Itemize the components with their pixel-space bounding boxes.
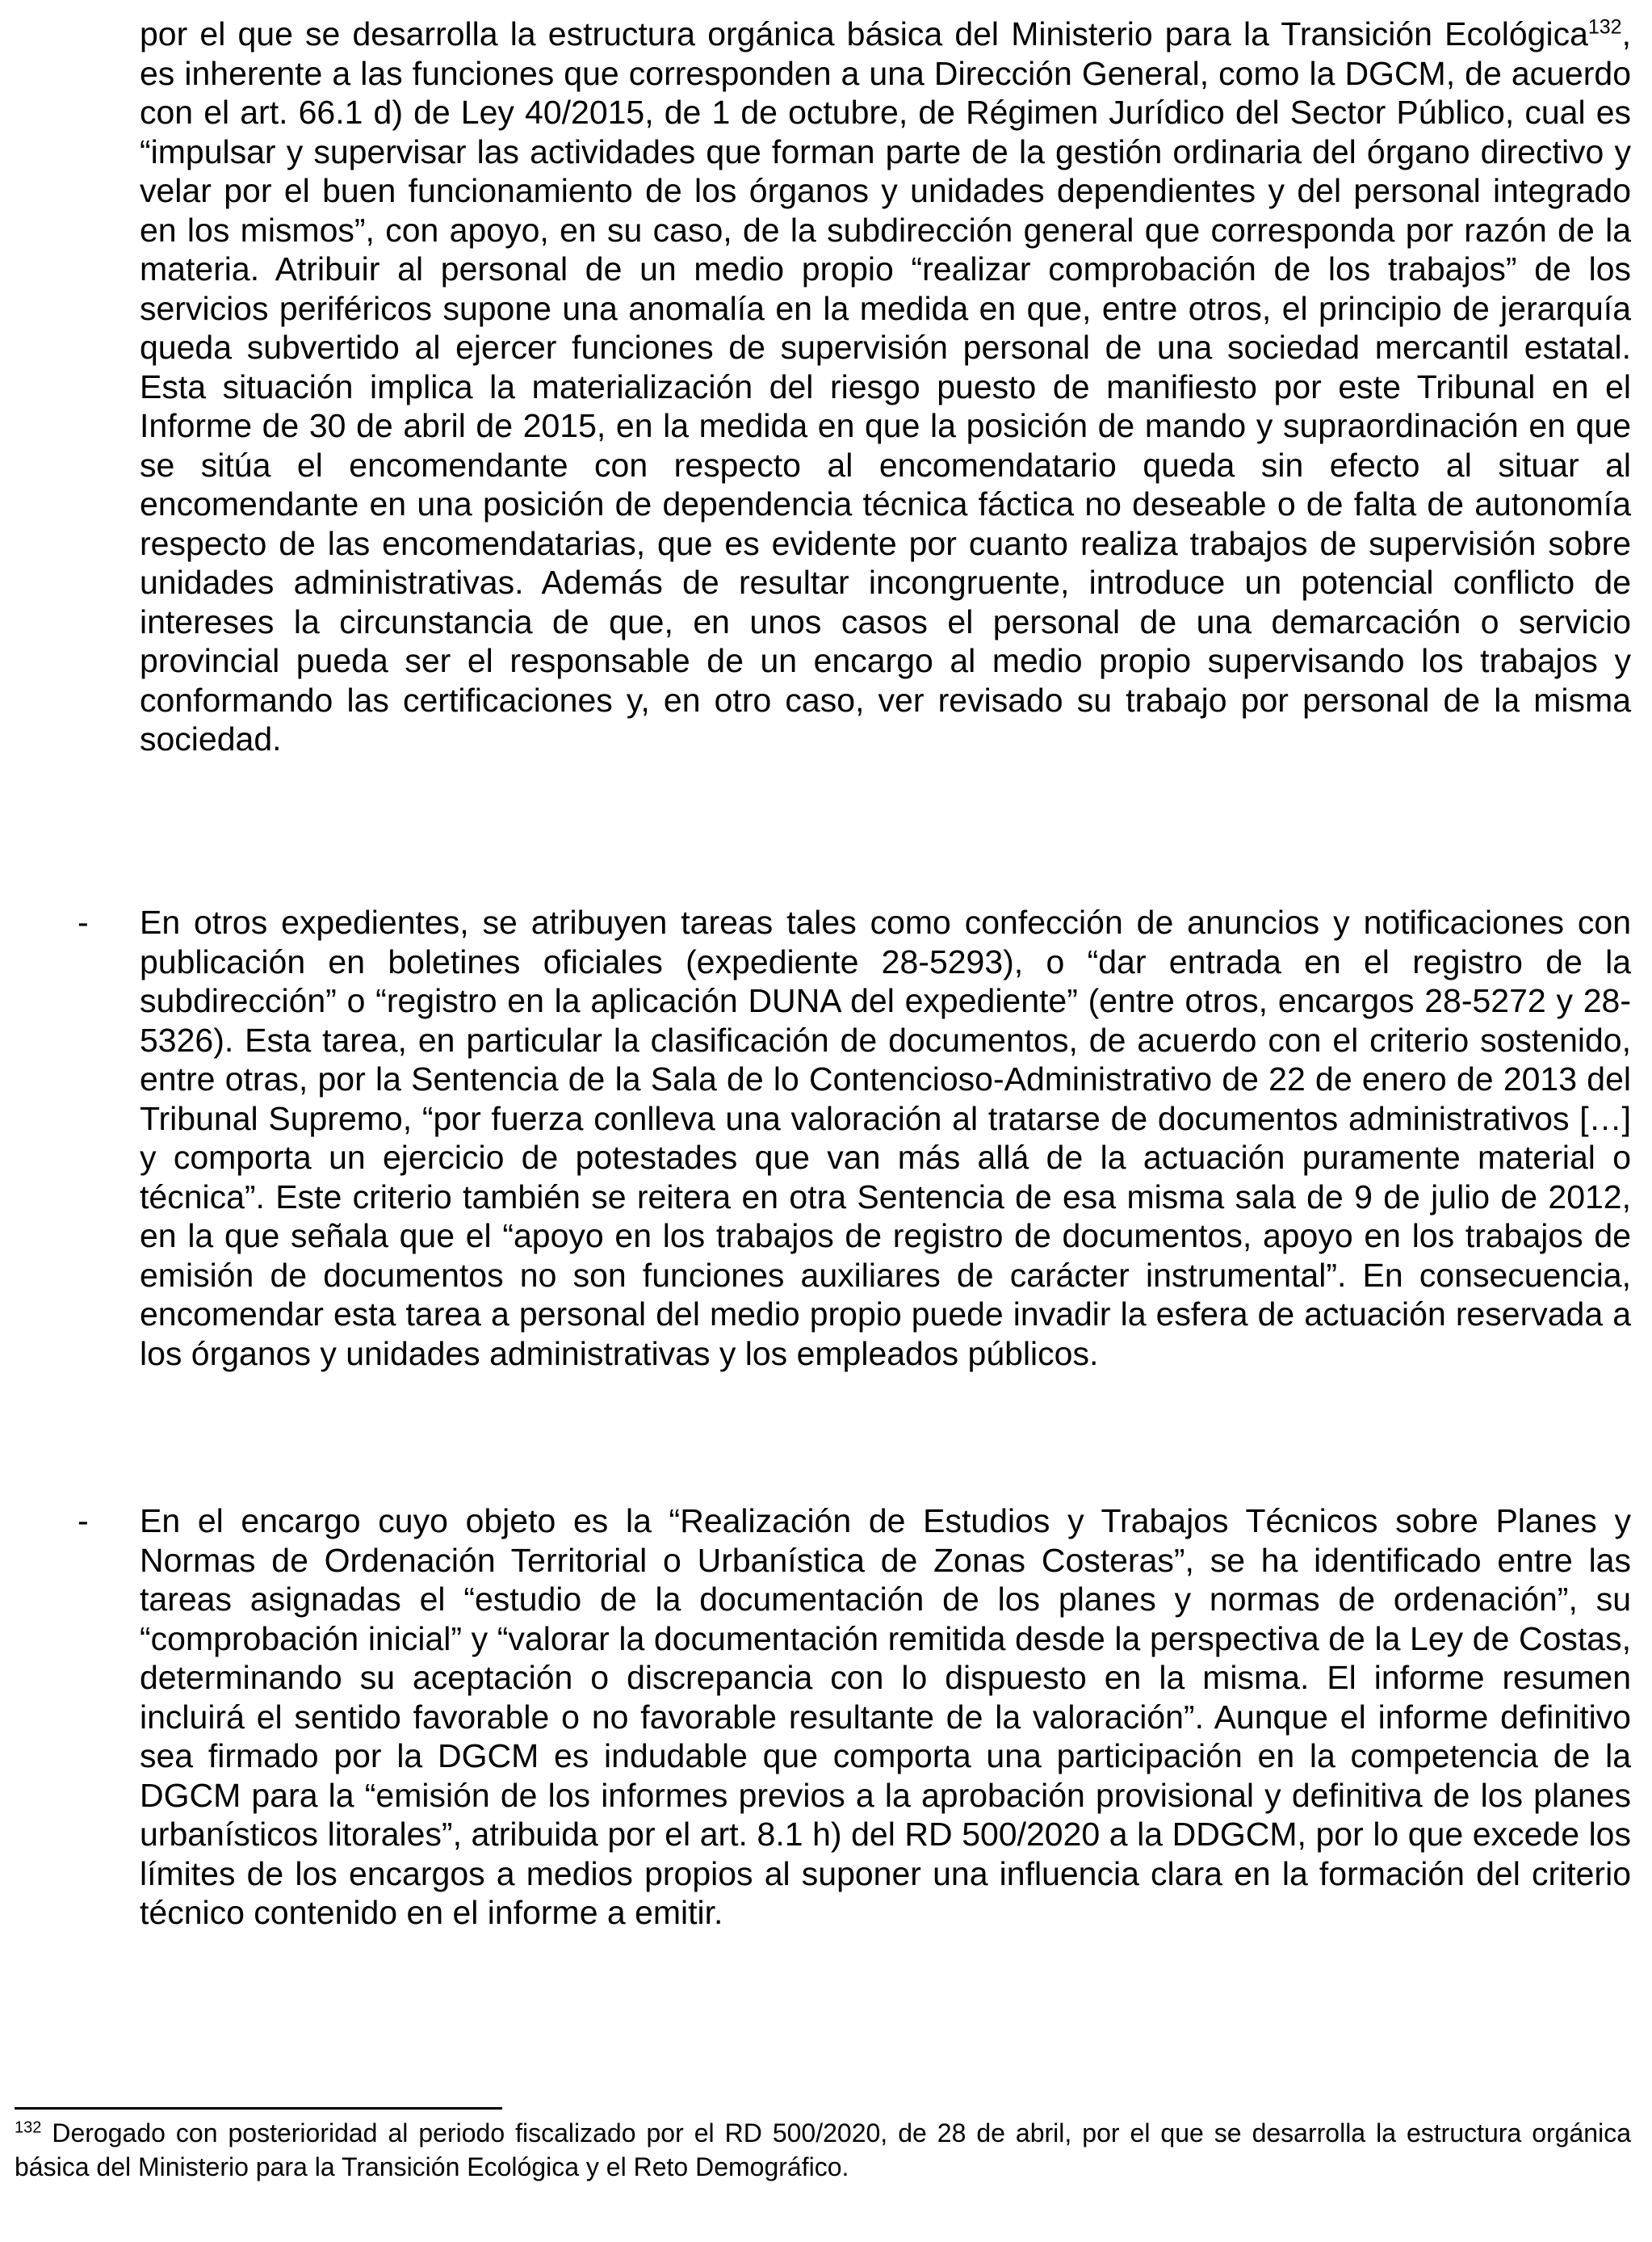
footnote (15, 2116, 1631, 2184)
bullet-marker: - (78, 1502, 89, 1539)
footnote-reference[interactable]: 132 (1587, 15, 1622, 39)
paragraph-continuation (140, 15, 1631, 759)
paragraph-text-start: por el que se desarrolla la estructura orgánica básica del Ministerio para la Transición Ecológica (140, 15, 1588, 52)
footnote-number: 132 (15, 2118, 42, 2137)
bullet-marker: - (78, 904, 89, 941)
paragraph-text-end: , es inherente a las funciones que corresponden a una Dirección General, como la DGCM, de acuerdo con el art. 66.1 d) de Ley 40/2015, de 1 de octubre, de Régimen Jurídico del Sector Público, cual es “impulsar y supervisar las actividades que forman parte de la gestión ordinaria del órgano directivo y velar por el buen funcionamiento de los órganos y unidades dependientes y del personal integrado en los mismos”, con apoyo, en su caso, de la subdirección general que corresponda por razón de la materia. Atribuir al personal de un medio propio “realizar comprobación de los trabajos” de los servicios periféricos supone una anomalía en la medida en que, entre otros, el principio de jerarquía queda subvertido al ejercer funciones de supervisión personal de una sociedad mercantil estatal. Esta situación implica la materialización del riesgo puesto de manifiesto por este Tribunal en el Informe de 30 de abril de 2015, en la medida en que la posición de mando y supraordinación en que se sitúa el encomendante con respecto al encomendatario queda sin efecto al situar al encomendante en una posición de dependencia técnica fáctica no deseable o de falta de autonomía respecto de las encomendatarias, que es evidente por cuanto realiza trabajos de supervisión sobre unidades administrativas. Además de resultar incongruente, introduce un potencial conflicto de intereses la circunstancia de que, en unos casos el personal de una demarcación o servicio provincial pueda ser el responsable de un encargo al medio propio supervisando los trabajos y conformando las certificaciones y, en otro caso, ver revisado su trabajo por personal de la misma sociedad. (140, 15, 1631, 758)
bullet-paragraph: En otros expedientes, se atribuyen tareas tales como confección de anuncios y notificaciones con publicación en boletines oficiales (expediente 28-5293), o “dar entrada en el registro de la subdirección” o “registro en la aplicación DUNA del expediente” (entre otros, encargos 28-5272 y 28-5326). Esta tarea, en particular la clasificación de documentos, de acuerdo con el criterio sostenido, entre otras, por la Sentencia de la Sala de lo Contencioso-Administrativo de 22 de enero de 2013 del Tribunal Supremo, “por fuerza conlleva una valoración al tratarse de documentos administrativos […] y comporta un ejercicio de potestades que van más allá de la actuación puramente material o técnica”. Este criterio también se reitera en otra Sentencia de esa misma sala de 9 de julio de 2012, en la que señala que el “apoyo en los trabajos de registro de documentos, apoyo en los trabajos de emisión de documentos no son funciones auxiliares de carácter instrumental”. En consecuencia, encomendar esta tarea a personal del medio propio puede invadir la esfera de actuación reservada a los órganos y unidades administrativas y los empleados públicos. (140, 904, 1631, 1372)
bullet-paragraph: En el encargo cuyo objeto es la “Realización de Estudios y Trabajos Técnicos sobre Planes y Normas de Ordenación Territorial o Urbanística de Zonas Costeras”, se ha identificado entre las tareas asignadas el “estudio de la documentación de los planes y normas de ordenación”, su “comprobación inicial” y “valorar la documentación remitida desde la perspectiva de la Ley de Costas, determinando su aceptación o discrepancia con lo dispuesto en la misma. El informe resumen incluirá el sentido favorable o no favorable resultante de la valoración”. Aunque el informe definitivo sea firmado por la DGCM es indudable que comporta una participación en la competencia de la DGCM para la “emisión de los informes previos a la aprobación provisional y definitiva de los planes urbanísticos litorales”, atribuida por el art. 8.1 h) del RD 500/2020 a la DDGCM, por lo que excede los límites de los encargos a medios propios al suponer una influencia clara en la formación del criterio técnico contenido en el informe a emitir. (140, 1502, 1631, 1931)
footnote-text: Derogado con posterioridad al periodo fiscalizado por el RD 500/2020, de 28 de abril, por el que se desarrolla la estructura orgánica básica del Ministerio para la Transición Ecológica y el Reto Demográfico. (15, 2118, 1631, 2181)
footnote-separator (15, 2107, 502, 2110)
